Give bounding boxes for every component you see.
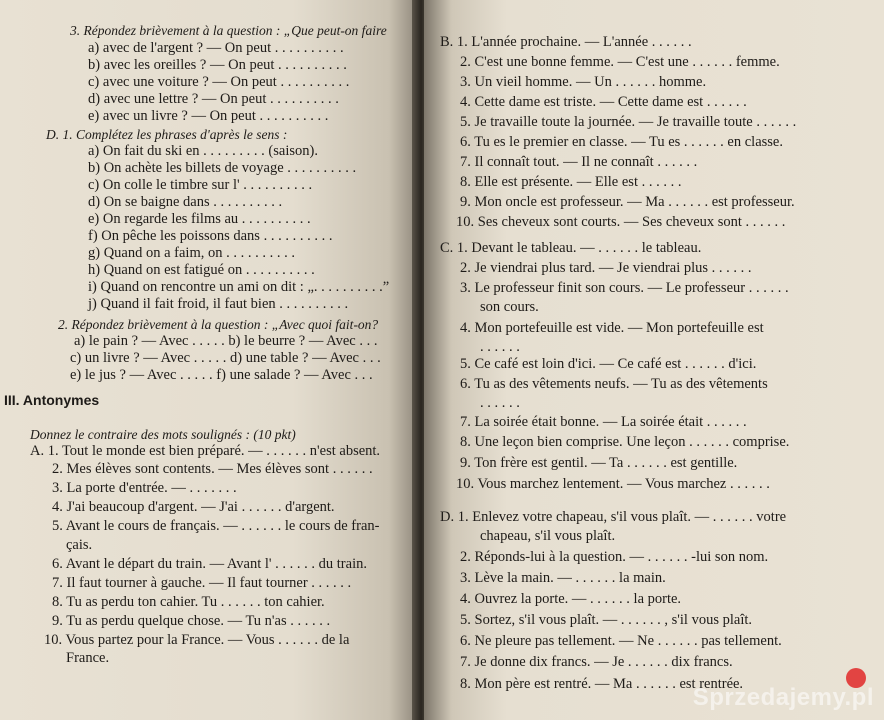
left-line-27: 4. J'ai beaucoup d'argent. — J'ai . . . . . . d'argent. (52, 499, 335, 515)
watermark: Sprzedajemy.pl (692, 684, 874, 711)
right-line-6: 6. Tu es le premier en classe. — Tu es . . . . . . en classe. (460, 134, 783, 150)
left-line-28: 5. Avant le cours de français. — . . . . . . le cours de fran- (52, 518, 380, 534)
right-line-13: 3. Le professeur finit son cours. — Le professeur . . . . . . (460, 280, 789, 296)
left-line-26: 3. La porte d'entrée. — . . . . . . . (52, 480, 237, 496)
right-line-22: 9. Ton frère est gentil. — Ta . . . . . . est gentille. (460, 455, 738, 471)
right-line-14: son cours. (480, 299, 539, 315)
right-line-4: 4. Cette dame est triste. — Cette dame est . . . . . . (460, 94, 747, 110)
left-line-2: a) avec de l'argent ? — On peut . . . . . . . . . . (88, 40, 344, 56)
right-line-26: 2. Réponds-lui à la question. — . . . . . . -lui son nom. (460, 549, 769, 565)
left-line-9: b) On achète les billets de voyage . . . . . . . . . . (88, 160, 357, 176)
left-line-30: 6. Avant le départ du train. — Avant l' . . . . . . du train. (52, 556, 367, 572)
right-line-1: B. 1. L'année prochaine. — L'année . . . . . . (440, 34, 692, 50)
left-line-22: III. Antonymes (4, 392, 100, 408)
left-line-19: a) le pain ? — Avec . . . . . b) le beurre ? — Avec . . . (74, 333, 378, 349)
right-line-20: 7. La soirée était bonne. — La soirée était . . . . . . (460, 414, 747, 430)
left-line-25: 2. Mes élèves sont contents. — Mes élèves sont . . . . . . (52, 461, 373, 477)
left-line-12: e) On regarde les films au . . . . . . . . . . (88, 211, 311, 227)
right-line-25: chapeau, s'il vous plaît. (480, 528, 616, 544)
left-line-4: c) avec une voiture ? — On peut . . . . . . . . . . (88, 74, 350, 90)
left-line-32: 8. Tu as perdu ton cahier. Tu . . . . . . ton cahier. (52, 594, 325, 610)
right-line-16: . . . . . . (480, 339, 520, 355)
left-line-24: A. 1. Tout le monde est bien préparé. — . . . . . . n'est absent. (30, 443, 381, 459)
left-line-20: c) un livre ? — Avec . . . . . d) une table ? — Avec . . . (70, 350, 381, 366)
right-line-9: 9. Mon oncle est professeur. — Ma . . . . . . est professeur. (460, 194, 795, 210)
left-line-15: h) Quand on est fatigué on . . . . . . . . . . (88, 262, 315, 278)
left-line-17: j) Quand il fait froid, il faut bien . . . . . . . . . . (88, 296, 349, 312)
left-line-13: f) On pêche les poissons dans . . . . . . . . . . (88, 228, 333, 244)
right-line-27: 3. Lève la main. — . . . . . . la main. (460, 570, 666, 586)
right-line-12: 2. Je viendrai plus tard. — Je viendrai plus . . . . . . (460, 260, 752, 276)
left-line-33: 9. Tu as perdu quelque chose. — Tu n'as . . . . . . (52, 613, 331, 629)
left-line-1: 3. Répondez brièvement à la question : „Que peut-on faire (70, 23, 387, 38)
right-line-2: 2. C'est une bonne femme. — C'est une . . . . . . femme. (460, 54, 780, 70)
left-line-3: b) avec les oreilles ? — On peut . . . . . . . . . . (88, 57, 347, 73)
left-line-18: 2. Répondez brièvement à la question : „Avec quoi fait-on? (58, 317, 379, 332)
right-line-8: 8. Elle est présente. — Elle est . . . . . . (460, 174, 682, 190)
left-line-16: i) Quand on rencontre un ami on dit : „. . . . . . . . . .” (88, 279, 390, 295)
left-line-21: e) le jus ? — Avec . . . . . f) une salade ? — Avec . . . (70, 367, 373, 383)
right-line-15: 4. Mon portefeuille est vide. — Mon portefeuille est (460, 320, 764, 336)
right-line-23: 10. Vous marchez lentement. — Vous marchez . . . . . . (456, 476, 770, 492)
left-line-7: D. 1. Complétez les phrases d'après le sens : (46, 127, 288, 142)
right-line-29: 5. Sortez, s'il vous plaît. — . . . . . . , s'il vous plaît. (460, 612, 752, 628)
right-page (424, 0, 884, 720)
right-line-10: 10. Ses cheveux sont courts. — Ses cheveux sont . . . . . . (456, 214, 786, 230)
left-line-29: çais. (66, 537, 93, 553)
left-page (0, 0, 418, 720)
right-line-11: C. 1. Devant le tableau. — . . . . . . le tableau. (440, 240, 702, 256)
right-line-32: 8. Mon père est rentré. — Ma . . . . . . est rentrée. (460, 676, 744, 692)
right-line-7: 7. Il connaît tout. — Il ne connaît . . . . . . (460, 154, 698, 170)
left-line-11: d) On se baigne dans . . . . . . . . . . (88, 194, 283, 210)
right-line-31: 7. Je donne dix francs. — Je . . . . . . dix francs. (460, 654, 733, 670)
left-line-31: 7. Il faut tourner à gauche. — Il faut tourner . . . . . . (52, 575, 352, 591)
right-line-18: 6. Tu as des vêtements neufs. — Tu as des vêtements (460, 376, 768, 392)
right-line-17: 5. Ce café est loin d'ici. — Ce café est . . . . . . d'ici. (460, 356, 757, 372)
left-line-23: Donnez le contraire des mots soulignés : (10 pkt) (30, 427, 296, 442)
right-line-3: 3. Un vieil homme. — Un . . . . . . homme. (460, 74, 707, 90)
left-line-14: g) Quand on a faim, on . . . . . . . . . . (88, 245, 295, 261)
left-line-10: c) On colle le timbre sur l' . . . . . . . . . . (88, 177, 313, 193)
right-line-5: 5. Je travaille toute la journée. — Je travaille toute . . . . . . (460, 114, 797, 130)
right-line-21: 8. Une leçon bien comprise. Une leçon . . . . . . comprise. (460, 434, 790, 450)
left-line-35: France. (66, 650, 110, 666)
right-line-28: 4. Ouvrez la porte. — . . . . . . la porte. (460, 591, 682, 607)
left-line-8: a) On fait du ski en . . . . . . . . . (saison). (88, 143, 318, 159)
left-line-6: e) avec un livre ? — On peut . . . . . . . . . . (88, 108, 329, 124)
left-line-5: d) avec une lettre ? — On peut . . . . . . . . . . (88, 91, 339, 107)
right-line-30: 6. Ne pleure pas tellement. — Ne . . . . . . pas tellement. (460, 633, 782, 649)
right-line-19: . . . . . . (480, 395, 520, 411)
left-line-34: 10. Vous partez pour la France. — Vous . . . . . . de la (44, 632, 350, 648)
right-line-24: D. 1. Enlevez votre chapeau, s'il vous plaît. — . . . . . . votre (440, 509, 787, 525)
